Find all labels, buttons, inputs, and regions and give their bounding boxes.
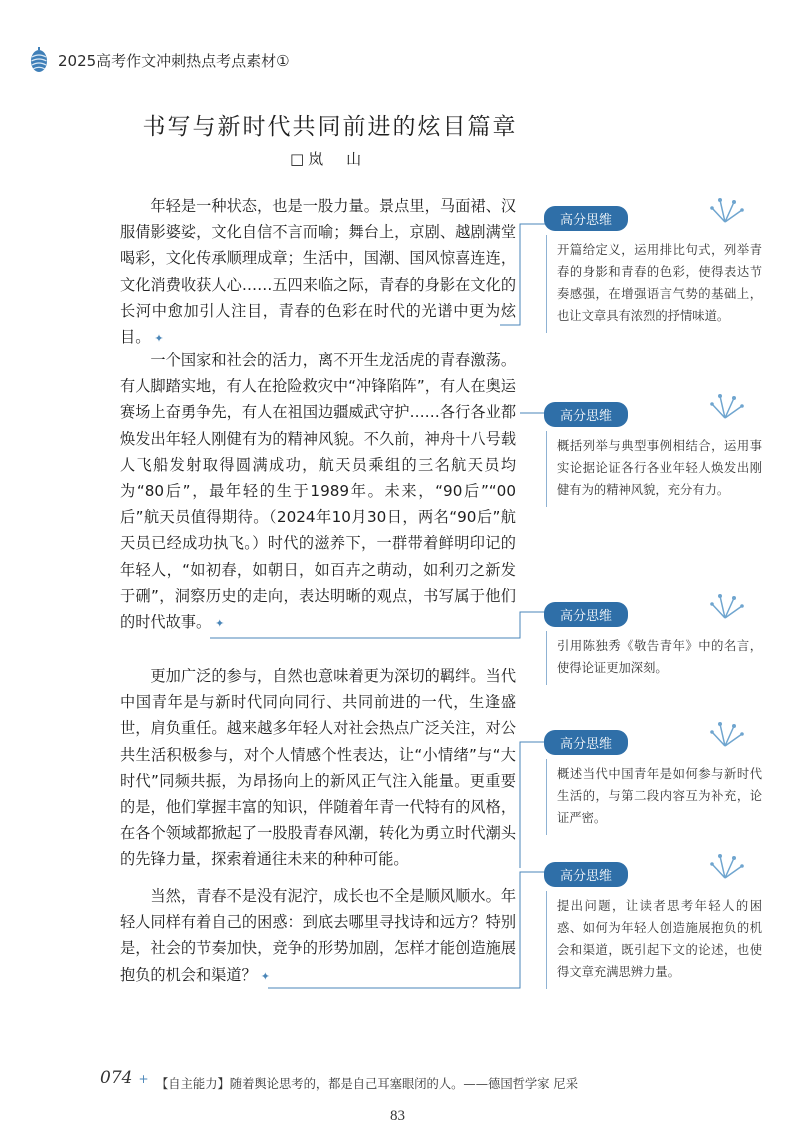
note-label: 高分思维: [544, 402, 628, 427]
note-text: 概述当代中国青年是如何参与新时代生活的，与第二段内容互为补充，论证严密。: [546, 759, 768, 835]
note-4: [534, 730, 768, 835]
note-text: 开篇给定义，运用排比句式，列举青春的身影和青春的色彩，使得表达节奏感强，在增强语言气势的基础上，也让文章具有浓烈的抒情味道。: [546, 235, 768, 333]
note-3: [534, 602, 768, 685]
footer-quote-bar: [100, 1074, 780, 1092]
note-text: 概括列举与典型事例相结合，运用事实论据论证各行各业年轻人焕发出刚健有为的精神风貌，充分有力。: [546, 431, 768, 507]
note-label: 高分思维: [544, 206, 628, 231]
note-1: [534, 206, 768, 333]
leaf-sprig-icon: [690, 194, 760, 224]
note-text: 引用陈独秀《敬告青年》中的名言，使得论证更加深刻。: [546, 631, 768, 685]
note-label: 高分思维: [544, 862, 628, 887]
leaf-sprig-icon: [690, 590, 760, 620]
paragraph-text: 当然，青春不是没有泥泞，成长也不全是顺风顺水。年轻人同样有着自己的困惑：到底去哪里寻找诗和远方？特别是，社会的节奏加快，竞争的形势加剧，怎样才能创造施展抱负的机会和渠道？: [120, 887, 516, 984]
article-author: □岚 山: [290, 150, 366, 168]
note-5: [534, 862, 768, 989]
sparkle-icon: ✦: [260, 969, 270, 983]
header: [28, 46, 290, 74]
paragraph-2: [120, 347, 516, 637]
note-2: [534, 402, 768, 507]
series-title: 2025高考作文冲刺热点考点素材①: [58, 51, 290, 70]
note-label: 高分思维: [544, 602, 628, 627]
leaf-sprig-icon: [690, 850, 760, 880]
pinecone-logo-icon: [28, 46, 50, 74]
paragraph-text: 年轻是一种状态，也是一股力量。景点里，马面裙、汉服倩影婆娑，文化自信不言而喻；舞台上，京剧、越剧满堂喝彩，文化传承顺理成章；生活中，国潮、国风惊喜连连，文化消费收获人心……五四来临之际，青春的身影在文化的长河中愈加引人注目，青春的色彩在时代的光谱中更为炫目。: [120, 197, 516, 347]
note-text: 提出问题，让读者思考年轻人的困惑、如何为年轻人创造施展抱负的机会和渠道，既引起下文的论述，也使得文章充满思辨力量。: [546, 891, 768, 989]
plus-icon: +: [138, 1072, 149, 1086]
footer-quote: 【自主能力】随着舆论思考的，都是自己耳塞眼闭的人。——德国哲学家 尼采: [156, 1077, 579, 1091]
book-page-label: 074 +: [100, 1068, 149, 1088]
paragraph-text: 一个国家和社会的活力，离不开生龙活虎的青春激荡。有人脚踏实地，有人在抢险救灾中“冲锋陷阵”，有人在奥运赛场上奋勇争先，有人在祖国边疆威武守护……各行各业都焕发出年轻人刚健有为的精神风貌。不久前，神舟十八号载人飞船发射取得圆满成功，航天员乘组的三名航天员均为“80后”，最年轻的生于1989年。未来，“90后”“00后”航天员值得期待。（2024年10月30日，两名“90后”航天员已经成功执飞。）时代的滋养下，一群带着鲜明印记的年轻人，“如初春，如朝日，如百卉之萌动，如利刃之新发于硎”，洞察历史的走向，表达明晰的观点，书写属于他们的时代故事。: [120, 351, 516, 632]
paragraph-3: [120, 663, 516, 873]
sparkle-icon: ✦: [215, 617, 225, 631]
note-label: 高分思维: [544, 730, 628, 755]
article-title: 书写与新时代共同前进的炫目篇章: [142, 114, 518, 140]
paragraph-text: 更加广泛的参与，自然也意味着更为深切的羁绊。当代中国青年是与新时代同向同行、共同前进的一代，生逢盛世，肩负重任。越来越多年轻人对社会热点广泛关注，对公共生活积极参与，对个人情感个性表达，让“小情绪”与“大时代”同频共振，为昂扬向上的新风正气注入能量。更重要的是，他们掌握丰富的知识，伴随着年青一代特有的风格，在各个领域都掀起了一股股青春风潮，转化为勇立时代潮头的先锋力量，探索着通往未来的种种可能。: [120, 667, 516, 869]
leaf-sprig-icon: [690, 718, 760, 748]
paragraph-4: [120, 883, 516, 990]
sparkle-icon: ✦: [154, 332, 164, 346]
paragraph-1: [120, 193, 516, 352]
pdf-page-number: 83: [390, 1108, 405, 1124]
leaf-sprig-icon: [690, 390, 760, 420]
